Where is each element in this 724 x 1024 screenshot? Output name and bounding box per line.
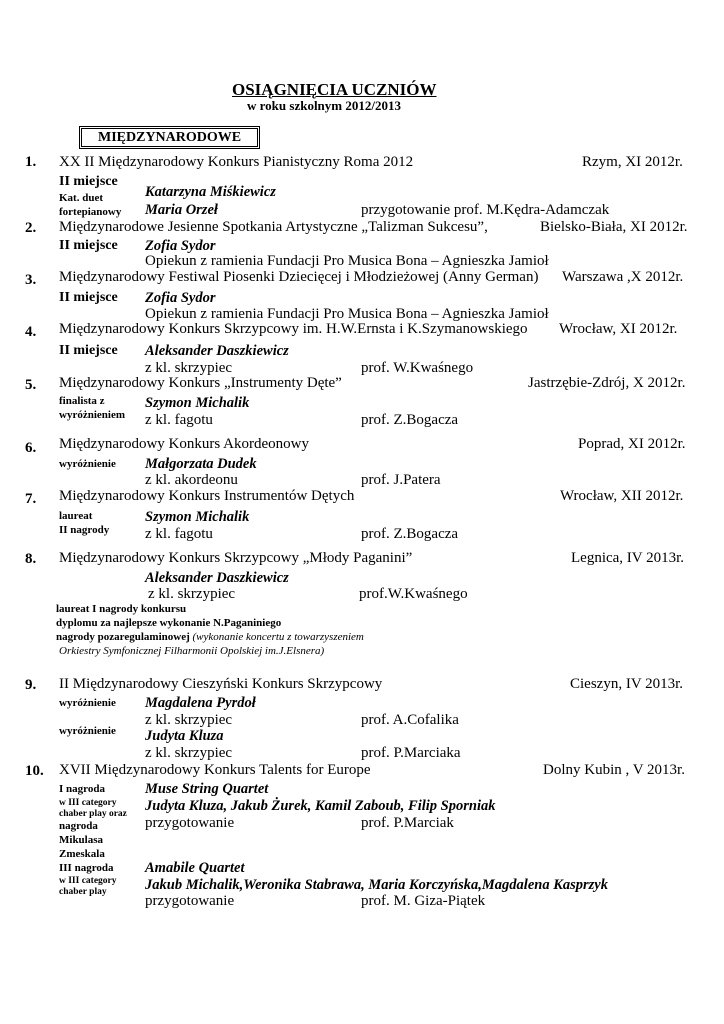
group-members: Jakub Michalik,Weronika Stabrawa, Maria Korczyńska,Magdalena Kasprzyk [145,877,608,893]
student-class: z kl. skrzypiec [145,745,233,761]
entry-award: nagroda [59,820,98,832]
student-name: Aleksander Daszkiewicz [145,343,289,359]
entry-note: dyplomu za najlepsze wykonanie N.Paganiniego [56,617,282,629]
entry-award: II nagrody [59,524,110,536]
student-class: z kl. skrzypiec [145,712,233,728]
entry-award: laureat [59,510,93,522]
student-name: Magdalena Pyrdoł [145,695,256,711]
entry-event: Międzynarodowy Konkurs Instrumentów Dętych [59,488,355,504]
entry-note: nagrody pozaregulaminowej [56,631,190,643]
teacher: prof. A.Cofalika [361,712,459,728]
entry-number: 1. [25,154,37,170]
teacher: prof. J.Patera [361,472,441,488]
student-name: Szymon Michalik [145,509,250,525]
entry-number: 5. [25,377,37,393]
teacher: prof. Z.Bogacza [361,412,459,428]
student-name: Małgorzata Dudek [145,456,257,472]
entry-place: Legnica, IV 2013r. [571,550,685,566]
group-name: Muse String Quartet [145,781,269,797]
entry-award: I nagroda [59,783,105,795]
entry-place: Wrocław, XI 2012r. [559,321,678,337]
entry-award: Mikulasa [59,834,104,846]
student-class: z kl. akordeonu [145,472,238,488]
entry-place: Cieszyn, IV 2013r. [570,676,684,692]
page-title: OSIĄGNIĘCIA UCZNIÓW [232,80,437,99]
entry-award: Zmeskala [59,848,105,860]
entry-award-detail: w III category [59,798,117,808]
entry-number: 9. [25,677,37,693]
student-name: Maria Orzeł [145,202,218,218]
entry-award: wyróżnienie [59,458,116,470]
teacher: prof. W.Kwaśnego [361,360,474,376]
section-heading: MIĘDZYNARODOWE [79,126,260,149]
student-class: z kl. skrzypiec [145,360,233,376]
entry-award: wyróżnienie [59,725,116,737]
entry-note: Opiekun z ramienia Fundacji Pro Musica Bona – Agnieszka Jamioł [145,306,549,322]
entry-number: 8. [25,551,37,567]
entry-event: Międzynarodowy Festiwal Piosenki Dziecięcej i Młodzieżowej (Anny German) [59,269,539,285]
entry-award: wyróżnieniem [59,409,125,421]
entry-event: Międzynarodowy Konkurs Akordeonowy [59,436,309,452]
entry-place: Warszawa ,X 2012r. [562,269,684,285]
entry-note-italic: Orkiestry Symfonicznej Filharmonii Opolskiej im.J.Elsnera) [59,645,325,657]
page-subtitle: w roku szkolnym 2012/2013 [247,98,401,113]
student-name: Katarzyna Miśkiewicz [145,184,276,200]
entry-award: finalista z [59,395,105,407]
group-name: Amabile Quartet [145,860,245,876]
entry-event: Międzynarodowy Konkurs Skrzypcowy im. H.W.Ernsta i K.Szymanowskiego [59,321,528,337]
entry-event: Międzynarodowy Konkurs Skrzypcowy „Młody Paganini” [59,550,413,566]
entry-number: 6. [25,440,37,456]
teacher: prof. Z.Bogacza [361,526,459,542]
entry-number: 7. [25,491,37,507]
entry-note [56,631,364,643]
student-name: Aleksander Daszkiewicz [145,570,289,586]
student-class: z kl. skrzypiec [148,586,236,602]
entry-award: III nagroda [59,862,114,874]
group-members: Judyta Kluza, Jakub Żurek, Kamil Zaboub, Filip Sporniak [145,798,496,814]
entry-award: II miejsce [59,174,118,189]
entry-award: II miejsce [59,290,118,305]
entry-note: laureat I nagrody konkursu [56,603,187,615]
entry-place: Dolny Kubin , V 2013r. [543,762,685,778]
prep-label: przygotowanie [145,815,235,831]
student-name: Zofia Sydor [145,238,216,254]
teacher: prof. M. Giza-Piątek [361,893,486,909]
entry-event: XX II Międzynarodowy Konkurs Pianistyczny Roma 2012 [59,154,414,170]
entry-place: Poprad, XI 2012r. [578,436,686,452]
entry-award-detail: w III category [59,876,117,886]
entry-event: Międzynarodowy Konkurs „Instrumenty Dęte” [59,375,342,391]
entry-event: Międzynarodowe Jesienne Spotkania Artystyczne „Talizman Sukcesu”, [59,219,488,235]
entry-event: XVII Międzynarodowy Konkurs Talents for Europe [59,762,371,778]
entry-note: Opiekun z ramienia Fundacji Pro Musica Bona – Agnieszka Jamioł [145,253,549,269]
entry-note-italic: (wykonanie koncertu z towarzyszeniem [192,631,364,643]
entry-place: Wrocław, XII 2012r. [560,488,684,504]
entry-award: II miejsce [59,343,118,358]
entry-place: Bielsko-Biała, XI 2012r. [540,219,688,235]
entry-award: II miejsce [59,238,118,253]
teacher: prof.W.Kwaśnego [359,586,468,602]
entry-place: Jastrzębie-Zdrój, X 2012r. [528,375,686,391]
teacher: prof. P.Marciak [361,815,454,831]
entry-number: 10. [25,763,44,779]
entry-number: 3. [25,272,37,288]
entry-award: wyróżnienie [59,697,116,709]
entry-event: II Międzynarodowy Cieszyński Konkurs Skrzypcowy [59,676,383,692]
entry-award-detail: Kat. duet [59,192,103,204]
entry-award-detail: chaber play [59,887,107,897]
teacher: prof. P.Marciaka [361,745,461,761]
teacher: przygotowanie prof. M.Kędra-Adamczak [361,202,610,218]
prep-label: przygotowanie [145,893,235,909]
entry-award-detail: chaber play oraz [59,809,127,819]
entry-award-detail: fortepianowy [59,206,122,218]
student-class: z kl. fagotu [145,526,213,542]
entry-number: 4. [25,324,37,340]
student-name: Szymon Michalik [145,395,250,411]
student-class: z kl. fagotu [145,412,213,428]
entry-number: 2. [25,220,37,236]
entry-place: Rzym, XI 2012r. [582,154,683,170]
student-name: Zofia Sydor [145,290,216,306]
student-name: Judyta Kluza [145,728,224,744]
